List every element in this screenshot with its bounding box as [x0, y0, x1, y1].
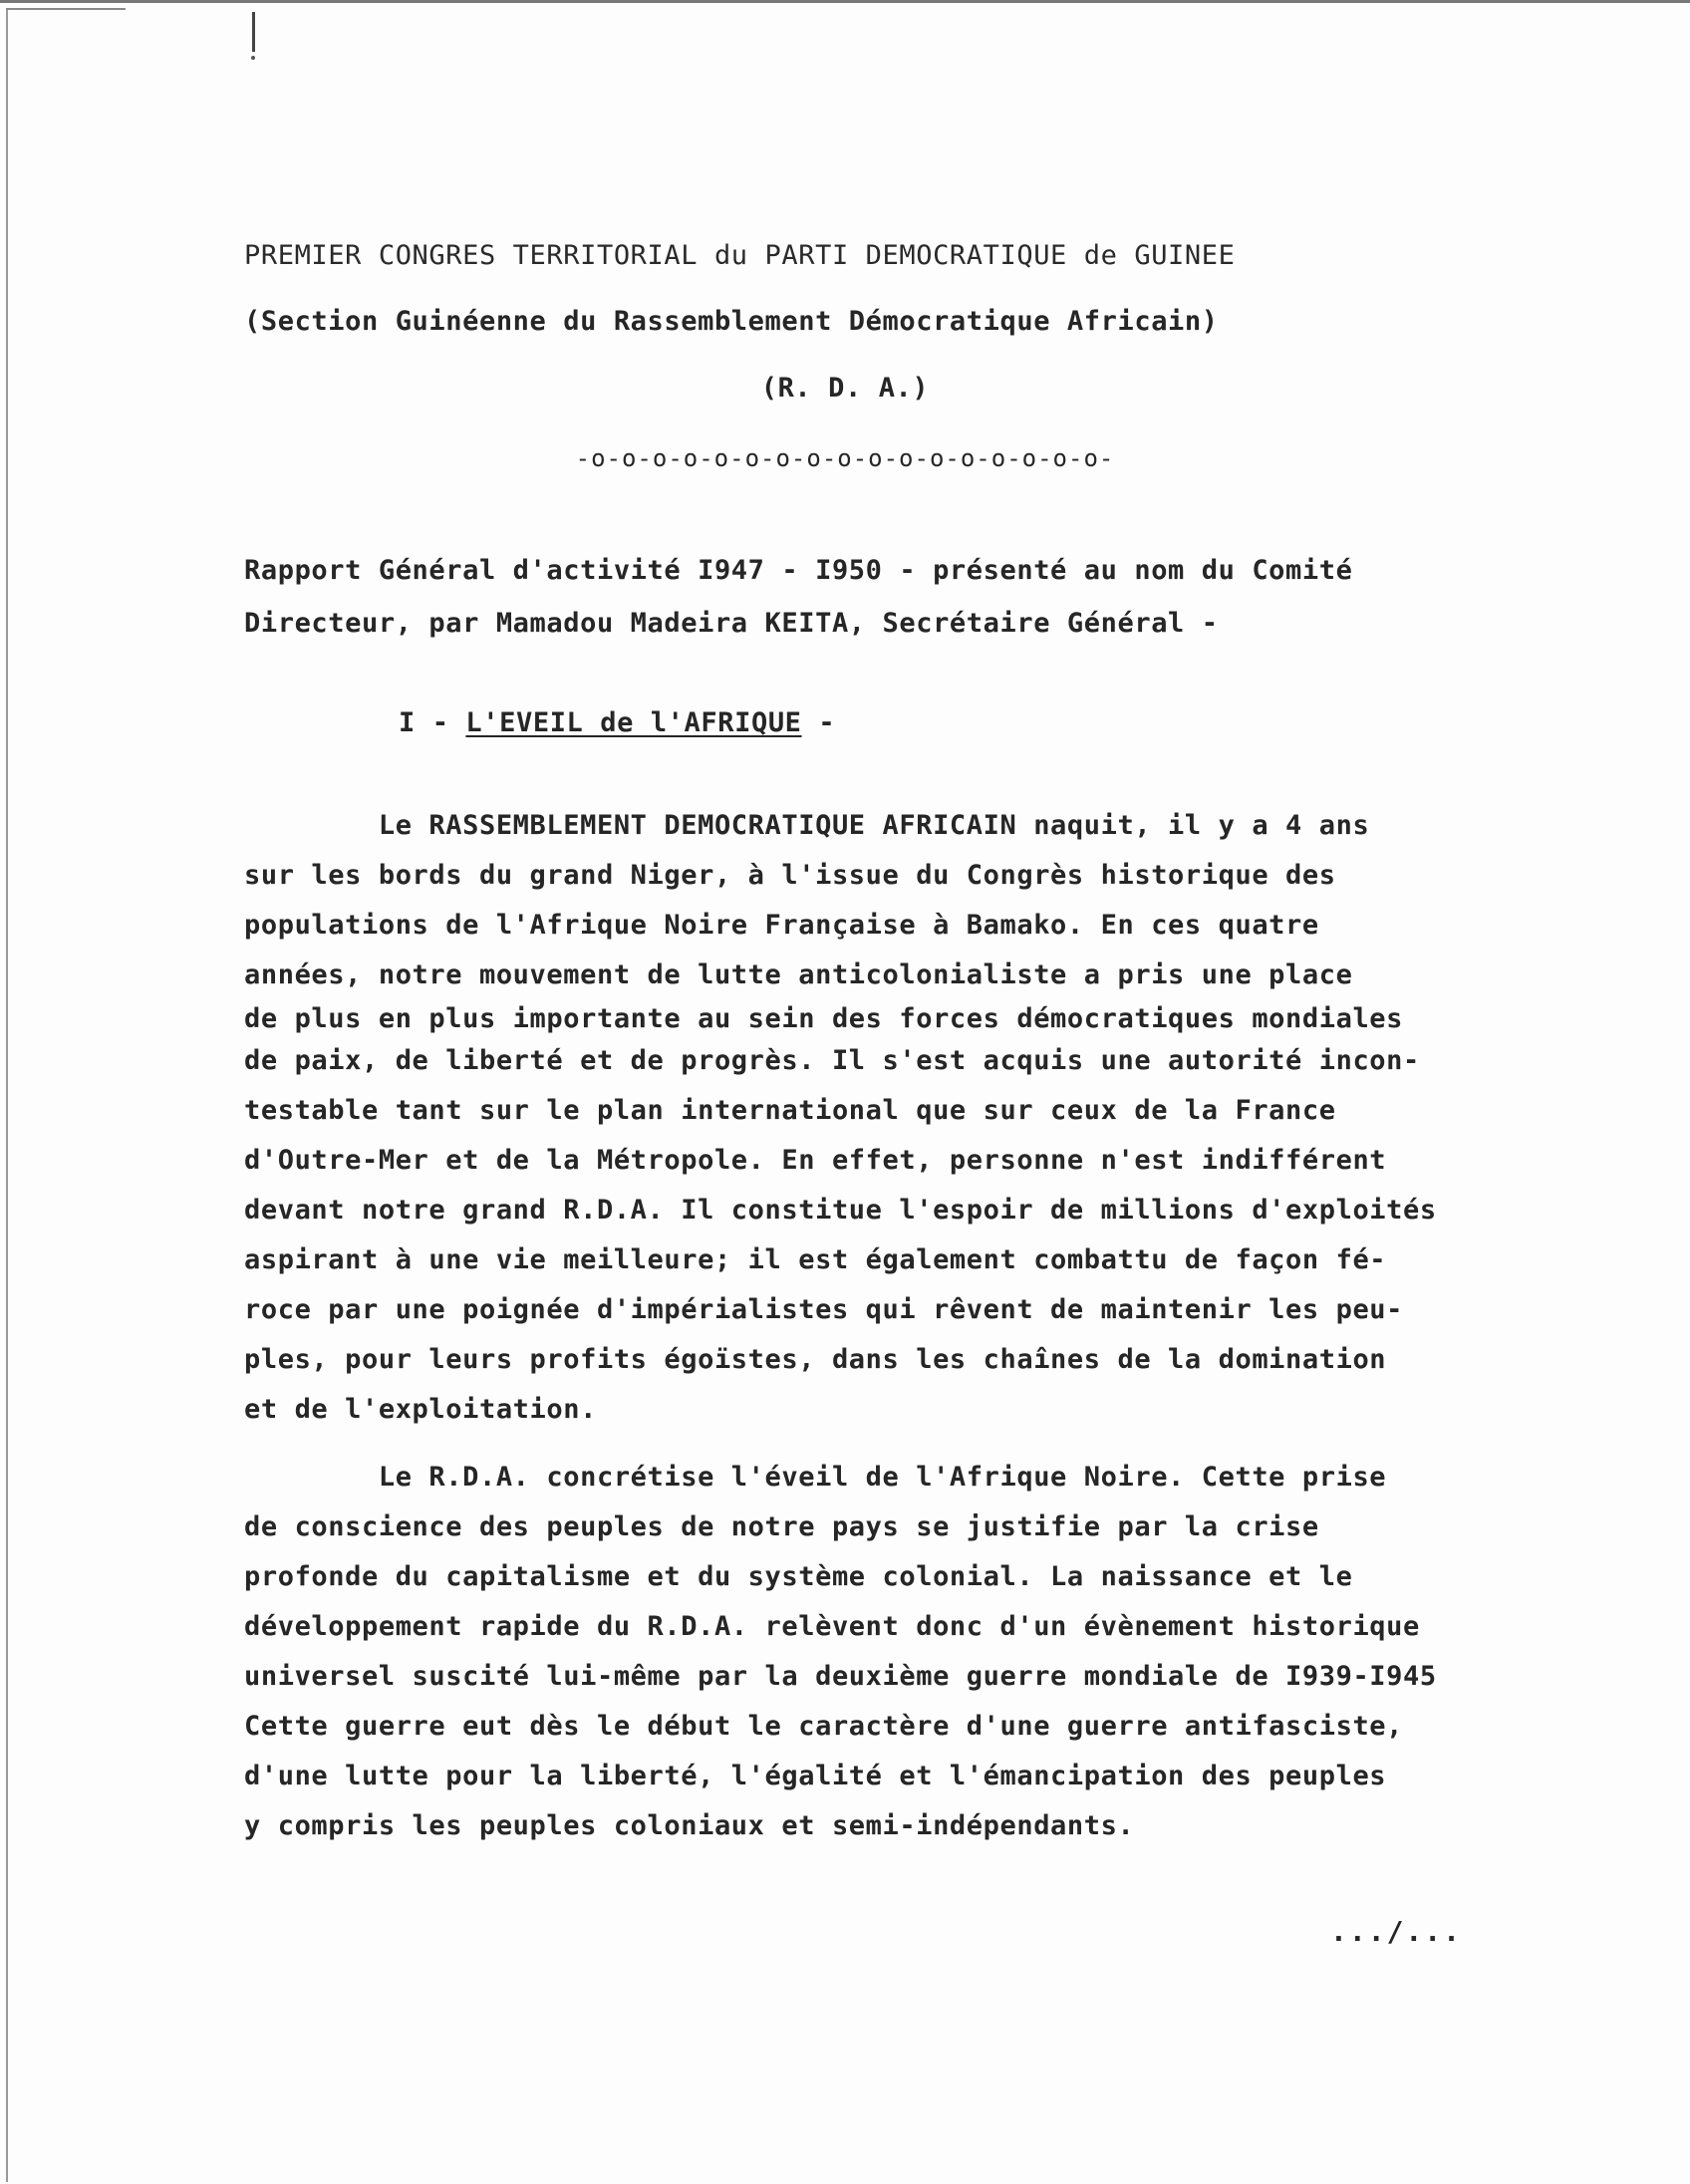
paragraph1-line: et de l'exploitation. [244, 1394, 597, 1425]
paragraph1-line: aspirant à une vie meilleure; il est également combattu de façon fé- [244, 1244, 1387, 1275]
paragraph1-line: populations de l'Afrique Noire Française à Bamako. En ces quatre [244, 910, 1319, 941]
continuation-mark: .../... [1330, 1915, 1463, 1948]
paragraph1-line: de paix, de liberté et de progrès. Il s'est acquis une autorité incon- [244, 1045, 1420, 1076]
paragraph1-line: de plus en plus importante au sein des forces démocratiques mondiales [244, 1003, 1404, 1034]
section-heading [399, 706, 1295, 740]
scan-edge-corner [6, 8, 126, 10]
staple-mark [252, 12, 255, 52]
header-abbreviation: (R. D. A.) [760, 373, 930, 404]
paragraph2-line: d'une lutte pour la liberté, l'égalité et l'émancipation des peuples [244, 1761, 1387, 1791]
paragraph2-line: profonde du capitalisme et du système colonial. La naissance et le [244, 1561, 1353, 1592]
paragraph2-line: de conscience des peuples de notre pays se justifie par la crise [244, 1511, 1319, 1542]
paragraph1-line: Le RASSEMBLEMENT DEMOCRATIQUE AFRICAIN naquit, il y a 4 ans [244, 810, 1370, 841]
paragraph1-line: testable tant sur le plan international que sur ceux de la France [244, 1095, 1336, 1126]
staple-dot [251, 56, 255, 60]
paragraph1-line: années, notre mouvement de lutte anticolonialiste a pris une place [244, 959, 1353, 990]
header-title: PREMIER CONGRES TERRITORIAL du PARTI DEMOCRATIQUE de GUINEE [244, 240, 1236, 271]
intro-line-1: Rapport Général d'activité I947 - I950 - présenté au nom du Comité [244, 555, 1353, 586]
paragraph2-line: développement rapide du R.D.A. relèvent donc d'un évènement historique [244, 1611, 1420, 1642]
paragraph2-line: y compris les peuples coloniaux et semi-indépendants. [244, 1810, 1135, 1841]
scan-edge-top [0, 0, 1690, 3]
section-title: L'EVEIL de l'AFRIQUE [465, 707, 802, 738]
paragraph2-line: Le R.D.A. concrétise l'éveil de l'Afrique Noire. Cette prise [244, 1462, 1387, 1493]
paragraph2-line: universel suscité lui-même par la deuxième guerre mondiale de I939-I945 [244, 1661, 1437, 1692]
section-suffix: - [801, 707, 836, 738]
paragraph1-line: d'Outre-Mer et de la Métropole. En effet, personne n'est indifférent [244, 1145, 1387, 1176]
paragraph2-line: Cette guerre eut dès le début le caractère d'une guerre antifasciste, [244, 1711, 1404, 1742]
paragraph1-line: devant notre grand R.D.A. Il constitue l'espoir de millions d'exploités [244, 1195, 1437, 1226]
section-number: I - [399, 707, 466, 738]
paragraph1-line: roce par une poignée d'impérialistes qui rêvent de maintenir les peu- [244, 1294, 1404, 1325]
paragraph1-line: ples, pour leurs profits égoïstes, dans les chaînes de la domination [244, 1344, 1387, 1375]
scan-edge-left [6, 10, 8, 2182]
intro-line-2: Directeur, par Mamadou Madeira KEITA, Secrétaire Général - [244, 608, 1219, 639]
header-separator: -o-o-o-o-o-o-o-o-o-o-o-o-o-o-o-o-o- [575, 444, 1115, 472]
header-subtitle: (Section Guinéenne du Rassemblement Démocratique Africain) [244, 306, 1219, 337]
paragraph1-line: sur les bords du grand Niger, à l'issue du Congrès historique des [244, 860, 1336, 891]
